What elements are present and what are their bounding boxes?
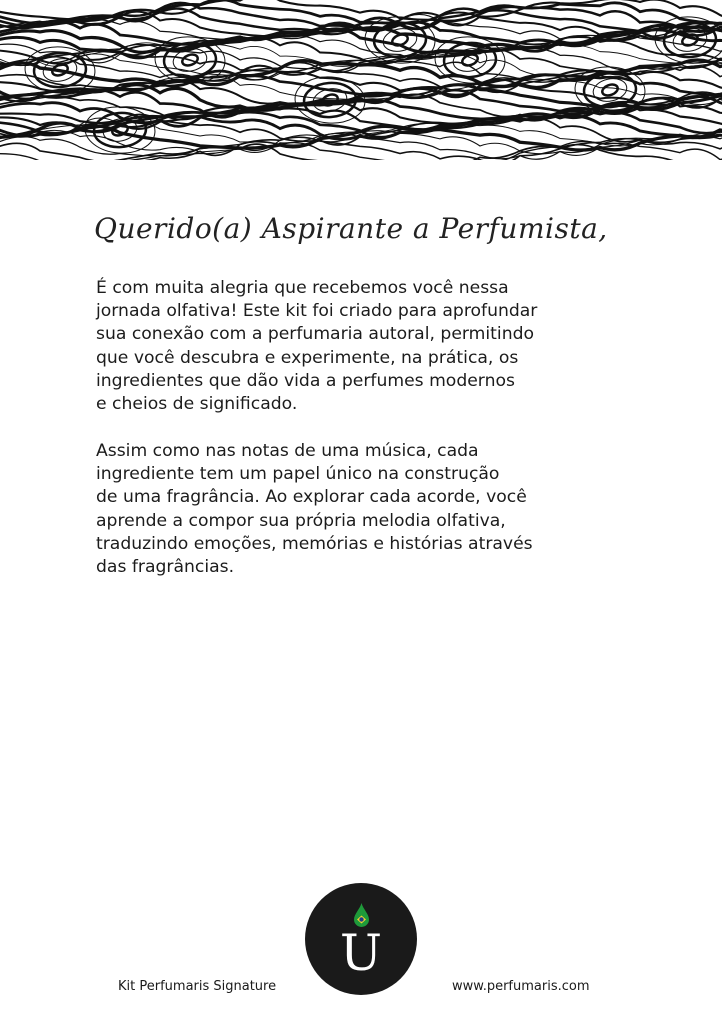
text-line: das fragrâncias. xyxy=(96,557,235,578)
text-line: sua conexão com a perfumaria autoral, permitindo xyxy=(96,324,535,345)
text-line: aprende a compor sua própria melodia olfativa, xyxy=(96,510,506,531)
salutation: Querido(a) Aspirante a Perfumista, xyxy=(94,212,608,245)
text-line: jornada olfativa! Este kit foi criado para aprofundar xyxy=(96,301,538,322)
logo-letter: U xyxy=(339,924,383,982)
text-line: traduzindo emoções, memórias e histórias através xyxy=(96,533,533,554)
text-line: ingrediente tem um papel único na construção xyxy=(96,464,500,485)
text-line: É com muita alegria que recebemos você nessa xyxy=(96,278,509,298)
perfumaris-logo xyxy=(305,883,417,995)
text-line: ingredientes que dão vida a perfumes modernos xyxy=(96,370,515,391)
text-line: e cheios de significado. xyxy=(96,394,298,415)
marble-header-decoration xyxy=(0,0,722,160)
text-line: que você descubra e experimente, na prática, os xyxy=(96,347,519,368)
paragraph-1 xyxy=(96,277,537,416)
text-line: de uma fragrância. Ao explorar cada acorde, você xyxy=(96,487,527,508)
footer-website: www.perfumaris.com xyxy=(452,979,590,994)
paragraph-2 xyxy=(96,440,533,579)
footer-kit-name: Kit Perfumaris Signature xyxy=(118,979,277,994)
text-line: Assim como nas notas de uma música, cada xyxy=(96,441,479,461)
